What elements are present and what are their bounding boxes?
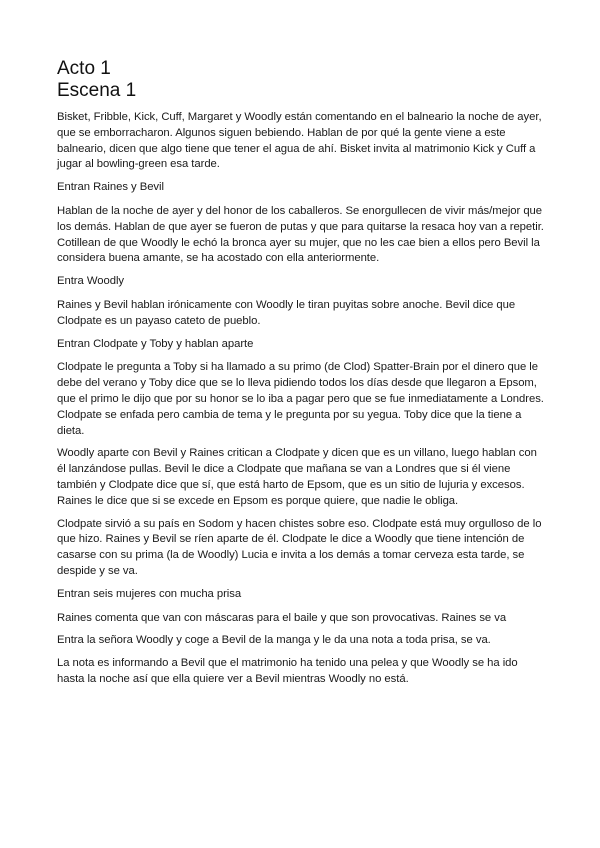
paragraph-summary-2: Hablan de la noche de ayer y del honor de los caballeros. Se enorgullecen de vivir más/mejor que los demás. Hablan de que ayer se fueron de putas y que para quitarse la resaca hoy van a repetir. Cotillean de que Woodly le echó la bronca ayer su mujer, que no les cae bien a ellos pero Bevil la considera buena amante, se ha acostado con ella anteriormente.: [57, 204, 544, 265]
stage-direction-4: Entran seis mujeres con mucha prisa: [57, 587, 242, 600]
paragraph-summary-6: Clodpate sirvió a su país en Sodom y hacen chistes sobre eso. Clodpate está muy orgulloso de lo que hizo. Raines y Bevil se ríen aparte de él. Clodpate le dice a Woodly que tiene intención de casarse con su prima (la de Woodly) Lucia e invita a los demás a tomar cerveza esta tarde, se despide y se va.: [57, 517, 542, 577]
stage-direction-2: Entra Woodly: [57, 275, 125, 288]
paragraph-summary-3: Raines y Bevil hablan irónicamente con Woodly le tiran puyitas sobre anoche. Bevil dice que Clodpate es un payaso cateto de pueblo.: [57, 298, 516, 327]
act-title: Acto 1: [57, 58, 111, 79]
stage-direction-3: Entran Clodpate y Toby y hablan aparte: [57, 337, 254, 350]
stage-direction-1: Entran Raines y Bevil: [57, 181, 164, 194]
paragraph-summary-7: Raines comenta que van con máscaras para el baile y que son provocativas. Raines se va: [57, 611, 507, 624]
paragraph-summary-5: Woodly aparte con Bevil y Raines critican a Clodpate y dicen que es un villano, luego hablan con él lanzándose pullas. Bevil le dice a Clodpate que mañana se van a Londres que si él viene también y Clodpate dice que sí, que está harto de Epsom, que es un sitio de lujuria y excesos. Raines le dice que si se excede en Epsom es porque quiere, que nadie le obliga.: [57, 447, 537, 507]
paragraph-summary-8: Entra la señora Woodly y coge a Bevil de la manga y le da una nota a toda prisa, se va.: [57, 634, 491, 647]
paragraph-summary-1: Bisket, Fribble, Kick, Cuff, Margaret y Woodly están comentando en el balneario la noche de ayer, que se emborracharon. Algunos siguen bebiendo. Hablan de por qué la gente viene a este balneario, dicen que algo tiene que tener el agua de ahí. Bisket invita al matrimonio Kick y Cuff a jugar al bowling-green esa tarde.: [57, 111, 542, 171]
scene-title: Escena 1: [57, 80, 137, 101]
paragraph-summary-4: Clodpate le pregunta a Toby si ha llamado a su primo (de Clod) Spatter-Brain por el dinero que le debe del verano y Toby dice que se lo lleva pidiendo todos los días desde que llegaron a Epsom, que el primo le dijo que por su honor se lo iba a pagar pero que se fue inmediatamente a Londres. Clodpate se enfada pero cambia de tema y le pregunta por su yegua. Toby dice que la tiene a dieta.: [57, 361, 544, 437]
document-page: [57, 58, 547, 695]
paragraph-summary-9: La nota es informando a Bevil que el matrimonio ha tenido una pelea y que Woodly se ha ido hasta la noche así que ella quiere ver a Bevil mientras Woodly no está.: [57, 657, 518, 685]
